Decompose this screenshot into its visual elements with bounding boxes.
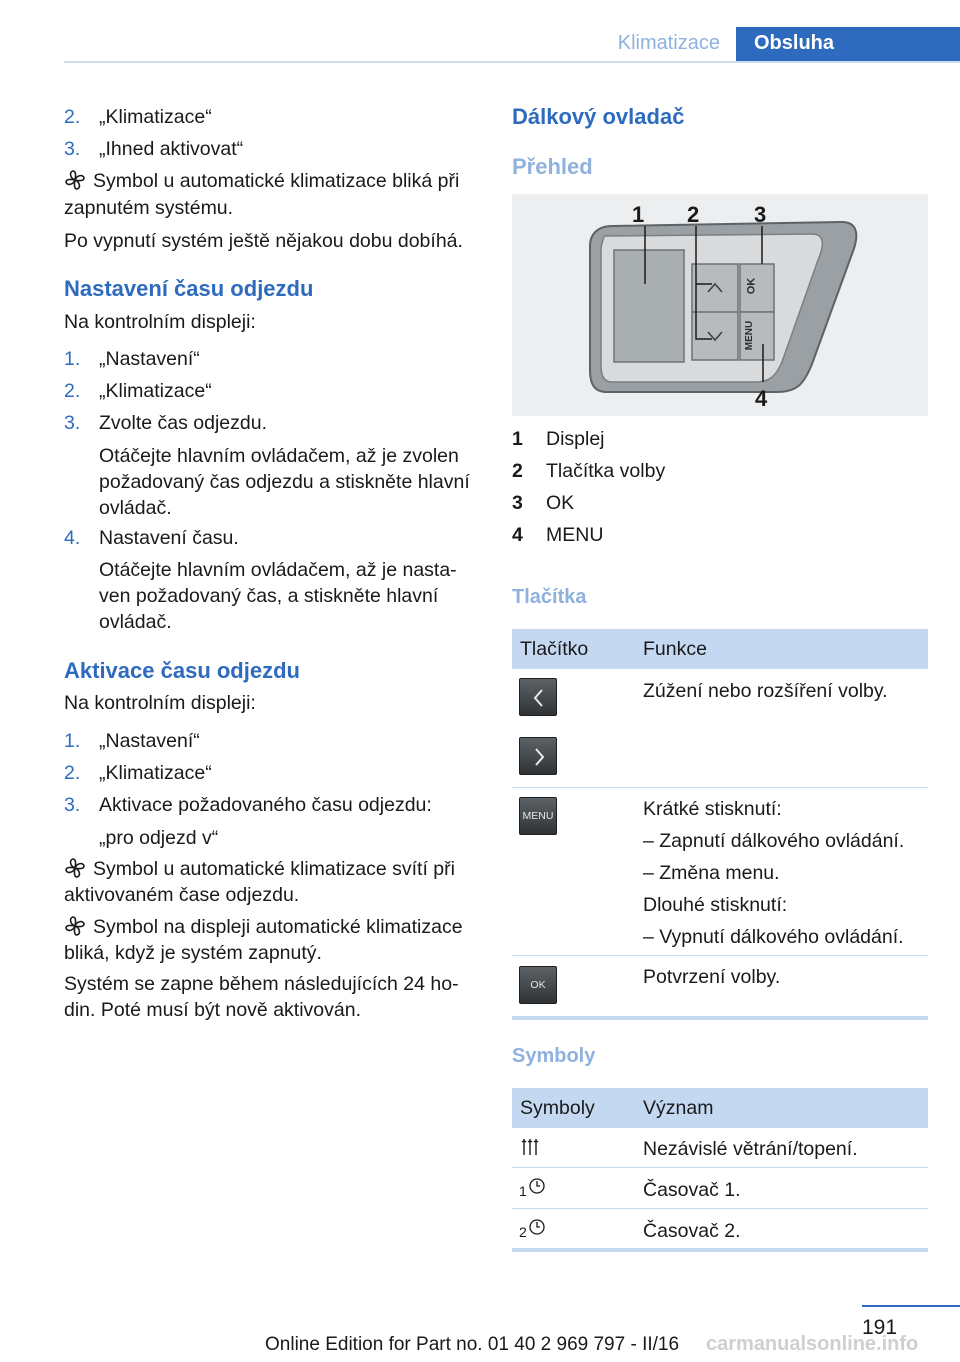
list-number: 4.	[64, 527, 81, 549]
intro-text: Na kontrolním displeji:	[64, 692, 256, 714]
list-item: Zvolte čas odjezdu.	[99, 412, 268, 434]
page-number: 191	[862, 1316, 898, 1339]
table-cell: Krátké stisknutí:	[643, 798, 782, 820]
remote-control-illustration	[512, 194, 928, 416]
timer-1-icon	[528, 1177, 546, 1195]
table-title-buttons: Tlačítka	[512, 586, 587, 608]
legend-text: Tlačítka volby	[546, 460, 666, 482]
fan-icon	[64, 915, 86, 937]
left-key-icon	[519, 678, 557, 716]
legend-number: 2	[512, 460, 523, 482]
header-section-obsluha: Obsluha	[736, 27, 960, 63]
header-rule	[64, 61, 960, 63]
note-text: Symbol u automatické klimatizace bliká při	[93, 170, 460, 192]
table-cell: Nezávislé větrání/topení.	[643, 1138, 858, 1160]
legend-number: 1	[512, 428, 523, 450]
table-divider	[512, 1208, 928, 1209]
legend-number: 3	[512, 492, 523, 514]
list-subtext: „pro odjezd v“	[99, 827, 219, 849]
menu-key-icon	[519, 797, 557, 835]
legend-number: 4	[512, 524, 523, 546]
list-number: 3.	[64, 794, 81, 816]
watermark: carmanualsonline.info	[706, 1333, 919, 1355]
symbols-table-header	[512, 1088, 928, 1128]
list-item: „Ihned aktivovat“	[99, 138, 244, 160]
note-text: Symbol u automatické klimatizace svítí při	[93, 858, 455, 880]
list-number: 1.	[64, 348, 81, 370]
table-cell: – Zapnutí dálkového ovládání.	[643, 830, 905, 852]
list-number: 1.	[64, 730, 81, 752]
list-number: 2.	[64, 106, 81, 128]
figure-callout-1: 1	[632, 202, 645, 227]
intro-text: Na kontrolním displeji:	[64, 311, 256, 333]
ok-key-label: OK	[530, 979, 546, 991]
table-end-rule	[512, 1248, 928, 1252]
list-item: Aktivace požadovaného času odjezdu:	[99, 794, 432, 816]
menu-key-label: MENU	[522, 810, 554, 822]
table-divider	[512, 955, 928, 956]
list-item: „Klimatizace“	[99, 762, 212, 784]
column-header: Symboly	[520, 1097, 595, 1119]
remote-control-figure	[512, 194, 928, 416]
fan-icon	[64, 169, 86, 191]
paragraph: din. Poté musí být nově aktivován.	[64, 999, 361, 1021]
paragraph: Systém se zapne během následujících 24 ho‐	[64, 973, 459, 995]
list-subtext: Otáčejte hlavním ovládačem, až je zvolen	[99, 445, 459, 467]
timer-digit: 1	[519, 1183, 527, 1199]
ventilation-heating-icon	[519, 1136, 541, 1158]
legend-text: OK	[546, 492, 575, 514]
table-cell: – Změna menu.	[643, 862, 780, 884]
legend-text: MENU	[546, 524, 604, 546]
figure-callout-3: 3	[754, 202, 767, 227]
table-end-rule	[512, 1016, 928, 1020]
figure-menu-label: MENU	[744, 320, 756, 351]
table-cell: Potvrzení volby.	[643, 966, 781, 988]
list-item: Nastavení času.	[99, 527, 239, 549]
list-subtext: Otáčejte hlavním ovládačem, až je nasta‐	[99, 559, 457, 581]
edition-text: Online Edition for Part no. 01 40 2 969 797 - II/16	[265, 1334, 680, 1355]
section-heading: Aktivace času odjezdu	[64, 658, 300, 683]
figure-ok-label: OK	[745, 277, 758, 295]
fan-icon	[64, 857, 86, 879]
list-item: „Nastavení“	[99, 730, 200, 752]
table-cell: Dlouhé stisknutí:	[643, 894, 788, 916]
section-heading: Dálkový ovladač	[512, 104, 685, 129]
right-key-icon	[519, 737, 557, 775]
list-number: 2.	[64, 762, 81, 784]
column-header: Funkce	[643, 638, 707, 660]
timer-2-icon	[528, 1218, 546, 1236]
table-title-symbols: Symboly	[512, 1045, 596, 1067]
note-text: Symbol na displeji automatické klimatizace	[93, 916, 463, 938]
table-cell: – Vypnutí dálkového ovládání.	[643, 926, 904, 948]
legend-text: Displej	[546, 428, 605, 450]
column-header: Význam	[643, 1097, 714, 1119]
list-number: 3.	[64, 138, 81, 160]
table-cell: Zúžení nebo rozšíření volby.	[643, 680, 888, 702]
note-text: aktivovaném čase odjezdu.	[64, 884, 300, 906]
section-heading: Nastavení času odjezdu	[64, 276, 314, 301]
note-text: zapnutém systému.	[64, 197, 234, 219]
table-divider	[512, 787, 928, 788]
list-number: 3.	[64, 412, 81, 434]
ok-key-icon	[519, 966, 557, 1004]
list-item: „Klimatizace“	[99, 380, 212, 402]
header-section-klimatizace: Klimatizace	[617, 32, 720, 54]
footer-rule	[862, 1305, 960, 1307]
table-cell: Časovač 1.	[643, 1179, 741, 1201]
list-subtext: ven požadovaný čas, a stiskněte hlavní	[99, 585, 439, 607]
list-item: „Klimatizace“	[99, 106, 212, 128]
buttons-table-header	[512, 629, 928, 669]
column-header: Tlačítko	[520, 638, 589, 660]
list-item: „Nastavení“	[99, 348, 200, 370]
timer-digit: 2	[519, 1224, 527, 1240]
table-cell: Časovač 2.	[643, 1220, 741, 1242]
list-subtext: ovládač.	[99, 497, 172, 519]
note-text: bliká, když je systém zapnutý.	[64, 942, 322, 964]
table-divider	[512, 1167, 928, 1168]
list-subtext: ovládač.	[99, 611, 172, 633]
figure-callout-4: 4	[755, 386, 768, 411]
list-number: 2.	[64, 380, 81, 402]
subsection-heading: Přehled	[512, 154, 593, 179]
paragraph: Po vypnutí systém ještě nějakou dobu dobíhá.	[64, 230, 463, 252]
figure-callout-2: 2	[687, 202, 700, 227]
list-subtext: požadovaný čas odjezdu a stiskněte hlavní	[99, 471, 470, 493]
